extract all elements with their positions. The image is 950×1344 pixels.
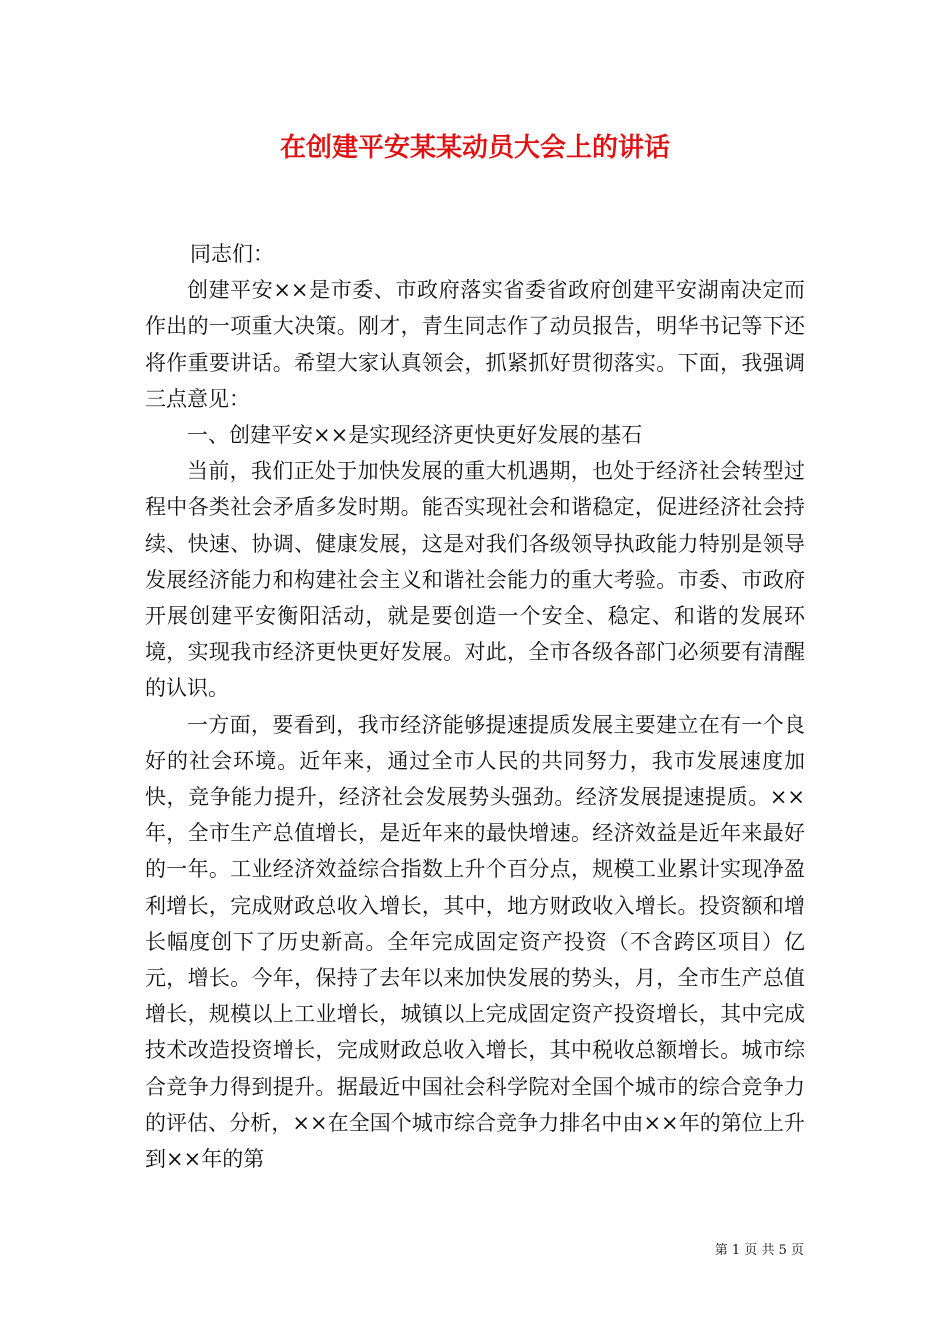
greeting: 同志们：: [190, 242, 274, 266]
document-title: 在创建平安某某动员大会上的讲话: [279, 133, 670, 163]
paragraph-intro: 创建平安××是市委、市政府落实省委省政府创建平安湖南决定而作出的一项重大决策。刚才，青生同志作了动员报告，明华书记等下还将作重要讲话。希望大家认真领会，抓紧抓好贯彻落实。下面，我强调三点意见：: [145, 278, 805, 411]
page-indicator: 第 1 页 共 5 页: [714, 1243, 804, 1258]
paragraph-economy: 一方面，要看到，我市经济能够提速提质发展主要建立在有一个良好的社会环境。近年来，通过全市人民的共同努力，我市发展速度加快，竞争能力提升，经济社会发展势头强劲。经济发展提速提质。××年，全市生产总值增长，是近年来的最快增速。经济效益是近年来最好的一年。工业经济效益综合指数上升个百分点，规模工业累计实现净盈利增长，完成财政总收入增长，其中，地方财政收入增长。投资额和增长幅度创下了历史新高。全年完成固定资产投资（不含跨区项目）亿元，增长。今年，保持了去年以来加快发展的势头，月，全市生产总值增长，规模以上工业增长，城镇以上完成固定资产投资增长，其中完成技术改造投资增长，完成财政总收入增长，其中税收总额增长。城市综合竞争力得到提升。据最近中国社会科学院对全国个城市的综合竞争力的评估、分析，××在全国个城市综合竞争力排名中由××年的第位上升到××年的第: [145, 712, 805, 1172]
paragraph-context: 当前，我们正处于加快发展的重大机遇期，也处于经济社会转型过程中各类社会矛盾多发时期。能否实现社会和谐稳定，促进经济社会持续、快速、协调、健康发展，这是对我们各级领导执政能力特别是领导发展经济能力和构建社会主义和谐社会能力的重大考验。市委、市政府开展创建平安衡阳活动，就是要创造一个安全、稳定、和谐的发展环境，实现我市经济更快更好发展。对此，全市各级各部门必须要有清醒的认识。: [145, 459, 805, 701]
document-body: [145, 236, 805, 1177]
section-heading-1: 一、创建平安××是实现经济更快更好发展的基石: [187, 423, 643, 448]
